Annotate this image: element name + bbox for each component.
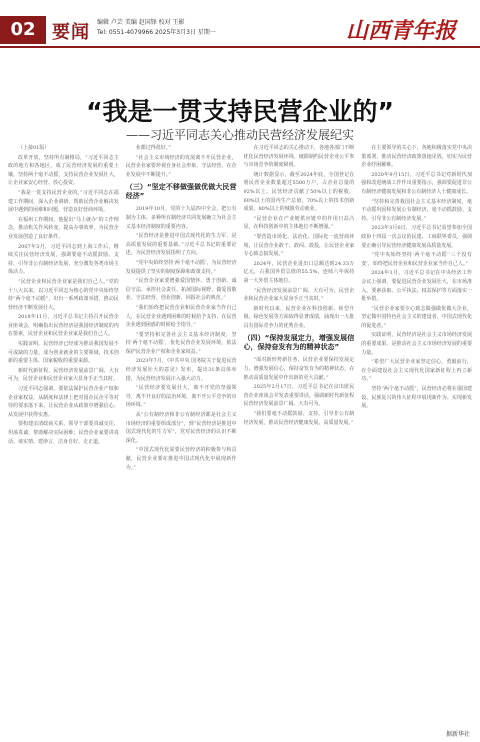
paragraph: “希望广大民营企业家坚定信心，勇毅前行，在全面建设社会主义现代化国家新征程上再立新功。”: [361, 359, 472, 383]
article-body: [8, 144, 472, 732]
paragraph: “要坚持和完善社会主义基本经济制度，坚持‘两个毫不动摇’，优化民营企业发展环境，依法保护民营企业产权和企业家权益。”: [125, 331, 237, 355]
paragraph: 2025年2月17日，习近平总书记在京出席民营企业座谈会并发表重要讲话，强调新时代新征程民营经济发展前景广阔、大有可为。: [243, 384, 355, 408]
paragraph: 2020年9月15日，习近平总书记对新时代加强和改进统战工作作出重要指示，强调要促进非公有制经济健康发展和非公有制经济人士健康成长。: [361, 171, 472, 195]
paragraph: “民营企业家要增强爱国情怀、勇于创新、诚信守法、承担社会责任、拓展国际视野，做爱国敬业、守法经营、创业创新、回报社会的典范。”: [125, 278, 237, 302]
paragraph: “坚持和完善我国社会主义基本经济制度，毫不动摇巩固和发展公有制经济，毫不动摇鼓励、支持、引导非公有制经济发展。”: [361, 198, 472, 222]
paragraph: 改革开放，坚持所有制格局，“习近平同志主政的地方和各地区，成了民营经济发展的重要土壤。坚持两个毫不动摇，支持民营企业发展壮大，让企业家安心经营、放心投资。: [8, 154, 119, 187]
article-column-3: [244, 144, 355, 732]
article-title: “我是一贯支持民营企业的”: [86, 97, 394, 126]
date-line: Tel: 0551-4079966 2025年3月3日 星期一: [97, 29, 216, 36]
paragraph: 从“公有制经济和非公有制经济都是社会主义市场经济的重要组成部分”，到“民营经济是推进中国式现代化的生力军”，党对民营经济的认识不断深化。: [125, 412, 237, 444]
paragraph: “要营造市场化、法治化、国际化一流营商环境，让民营企业敢干、敢闯、敢投，让民营企业家专心致志搞发展。”: [243, 233, 355, 258]
paragraph: “我们要毫不动摇鼓励、支持、引导非公有制经济发展，推动民营经济健康发展、高质量发展。”: [243, 411, 355, 426]
paragraph: “民营企业和民营企业家是我们自己人。”党的十八大以来，以习近平同志为核心的党中央始终坚持“两个毫不动摇”，出台一系列政策举措，推动民营经济不断发展壮大。: [8, 278, 119, 311]
article-subtitle: ——习近平同志关心推动民营经济发展纪实: [125, 128, 354, 142]
page-number: 02: [0, 16, 46, 44]
paragraph: 2023年7月，《中共中央 国务院关于促进民营经济发展壮大的意见》发布，提出31条具体举措，为民营经济发展注入强大动力。: [125, 358, 237, 382]
paragraph: “中国式现代化需要民营经济的积极参与和贡献，民营企业要在推进中国式现代化中展现新作为。”: [125, 447, 237, 471]
section-subheading: （三）“坚定不移做强做优做大民营经济”: [125, 183, 237, 201]
header-divider: [0, 46, 480, 48]
paragraph: 新时代以来，民营企业在科技创新、转型升级、绿色发展等方面取得显著成绩，涌现出一大批具有国际竞争力的优秀企业。: [243, 305, 355, 329]
section-name: 要闻: [52, 22, 90, 43]
paragraph: “面对新形势新任务，民营企业要保持发展定力，增强发展信心，保持奋发有为的精神状态，在推动高质量发展中作出新的更大贡献。”: [243, 357, 355, 381]
paragraph: “我是一贯支持民营企业的。”习近平同志在福建工作期间，深入企业调研，帮助民营企业解决发展中遇到的困难和问题，营造良好营商环境。: [8, 189, 119, 214]
paragraph: “民营企业在产业链供应链中的作用日益凸显，在科技创新中的主体地位不断增强。”: [243, 215, 355, 231]
newspaper-masthead: 山西青年报: [346, 18, 457, 44]
paragraph: “党中央始终坚持‘两个毫不动摇’，为民营经济发展提供了坚实的制度保障和政策支持。”: [125, 259, 237, 275]
paragraph: 在福州工作期间，他提出“马上就办”的工作理念，推动机关作风转变，提高办事效率，为民营企业发展创造了良好条件。: [8, 216, 119, 240]
paragraph: 2023年3月6日，习近平总书记看望参加全国政协十四届一次会议的民建、工商联界委员，强调要正确引导民营经济健康发展高质量发展。: [361, 225, 472, 249]
paragraph: 2019年10月，党的十九届四中全会，把公有制为主体、多种所有制经济共同发展确立为社会主义基本经济制度的重要内容。: [125, 206, 237, 230]
paragraph: “民营经济是推进中国式现代化的生力军，是高质量发展的重要基础。”习近平总书记的重要论述，为民营经济发展指明了方向。: [125, 233, 237, 257]
paragraph: “党中央始终坚持‘两个毫不动摇’‘三个没有变’，始终把民营企业和民营企业家当作自己人。”: [361, 252, 472, 267]
paragraph: “民营经济发展前景广阔、大有可为，民营企业和民营企业家大显身手正当其时。”: [243, 287, 355, 303]
paragraph: “民营企业家要专心致志做强做优做大企业，坚定做中国特色社会主义的建设者、中国式现代化的促进者。”: [361, 305, 472, 329]
paragraph: 2018年11月，习近平总书记主持召开民营企业座谈会，明确指出民营经济是我国经济制度的内在要素，民营企业和民营企业家是我们自己人。: [8, 314, 119, 338]
paragraph: 2007年3月，习近平同志到上海工作后，继续关注民营经济发展，强调要毫不动摇鼓励、支持、引导非公有制经济发展，充分激发各类市场主体活力。: [8, 243, 119, 276]
paragraph: 业都过得很好。”: [135, 145, 171, 151]
article-source: 据新华社: [445, 731, 470, 738]
article-column-4: [361, 144, 472, 732]
paragraph: 2024年1月，习近平总书记在中央经济工作会议上强调，要促进民营企业发展壮大，在市场准入、要素获取、公平执法、权益保护等方面落实一批举措。: [361, 270, 472, 303]
article-column-1: [8, 144, 119, 732]
paragraph: “民营经济要发展壮大，离不开党的坚强领导，离不开良好的法治环境，离不开公平竞争的市场环境。”: [125, 385, 237, 409]
editor-line: 编辑 卢芸 美编 赵国锋 校对 王影: [97, 19, 185, 26]
paragraph: （上接01版）: [18, 145, 50, 151]
paragraph: 实践证明，民营经济是社会主义市场经济发展的重要成果，是推动社会主义市场经济发展的重要力量。: [361, 332, 472, 356]
paragraph: 统计数据显示，截至2024年底，全国登记在册民营企业数量超过5500万户，占企业总量的92%以上。民营经济贡献了50%以上的税收，60%以上的国内生产总值，70%以上的技术创新成果，80%以上的城镇劳动就业。: [243, 171, 355, 213]
paragraph: 坚持“两个毫不动摇”，民营经济必将在强国建设、民族复兴的伟大征程中展现新作为、实现新发展。: [361, 386, 472, 410]
paragraph: 2024年，民营企业进出口总额达到24.33万亿元，占我国外贸总值的55.5%，连续六年保持第一大外贸主体地位。: [243, 260, 355, 284]
article-column-2: [126, 144, 237, 732]
paragraph: 新时代新征程，民营经济发展前景广阔、大有可为，民营企业和民营企业家大显身手正当其时。: [8, 367, 119, 383]
paragraph: 要构建亲清政商关系，领导干部要真诚交往、坦荡真诚，帮助解决实际困难；民营企业家要讲真话、谈实情、建诤言，洁身自好、走正道。: [8, 421, 119, 445]
section-subheading: （四）“保持发展定力，增强发展信心，保持奋发有为的精神状态”: [243, 334, 355, 352]
paragraph: 在习近平同志的关心推动下，各地各部门不断优化民营经济发展环境，破除制约民营企业公平参与市场竞争的制度障碍。: [243, 145, 355, 169]
paragraph: 实践证明，民营经济已经成为推动我国发展不可或缺的力量，成为创业就业的主要领域、技术创新的重要主体、国家税收的重要来源。: [8, 341, 119, 365]
paragraph: 在主要领导的关心下，各地积极落实党中央决策部署，推动民营经济政策落地见效，切实为民营企业纾困解难。: [361, 145, 472, 169]
paragraph: “社会主义市场经济的发展离不开民营企业，民营企业家要珍视自身社会形象，守法经营，在企业发展中不断提升。”: [125, 154, 237, 178]
paragraph: “我们始终把民营企业和民营企业家当作自己人，在民营企业遇到困难的时候给予支持，在民营企业遇到困惑的时候给予指导。”: [125, 304, 237, 329]
page-header: [0, 0, 480, 56]
paragraph: 习近平同志强调，要依法保护民营企业产权和企业家权益，从制度和法律上把对国企民企平等对待的要求落下来，让民营企业从政策中增强信心、从发展中获得实惠。: [8, 386, 119, 418]
